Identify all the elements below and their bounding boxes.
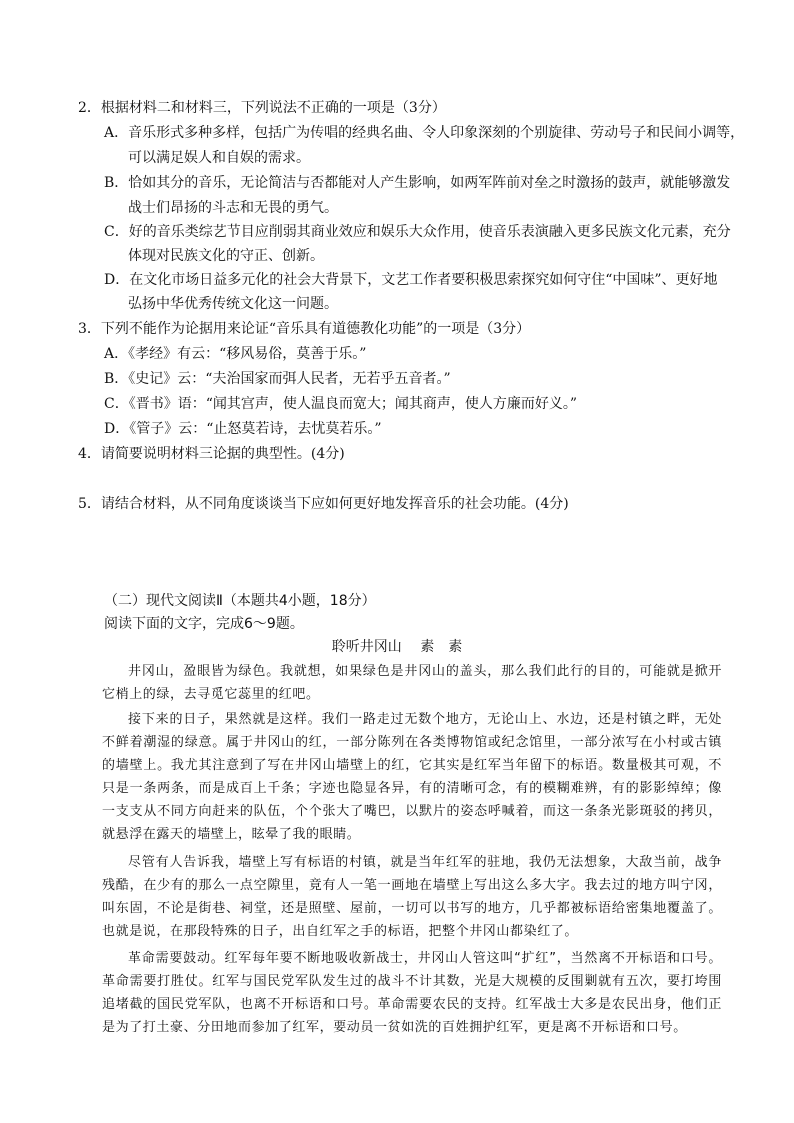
- question-3-option-d: D．《管子》云：“止怒莫若诗，去忧莫若乐。”: [104, 421, 382, 437]
- question-3-option-c: C．《晋书》语：“闻其宫声，使人温良而宽大；闻其商声，使人方廉而好义。”: [104, 396, 578, 412]
- article-title: 聆听井冈山 素 素: [331, 639, 463, 655]
- question-2-option-b-cont: 战士们昂扬的斗志和无畏的勇气。: [128, 200, 338, 216]
- question-2-option-a: A．音乐形式多种多样，包括广为传唱的经典名曲、令人印象深刻的个别旋律、劳动号子和民间小调等，: [104, 125, 745, 141]
- question-3-option-a: A．《孝经》有云：“移风易俗，莫善于乐。”: [104, 346, 367, 362]
- question-2-option-d: D．在文化市场日益多元化的社会大背景下，文艺工作者要积极思索探究如何守住“中国味”、更好地: [104, 272, 718, 288]
- question-2-option-a-cont: 可以满足娱人和自娱的需求。: [128, 150, 310, 166]
- question-2-stem: 2．根据材料二和材料三，下列说法不正确的一项是（3分）: [78, 100, 446, 116]
- question-2-option-c: C．好的音乐类综艺节目应削弱其商业效应和娱乐大众作用，使音乐表演融入更多民族文化元素，充分: [104, 224, 731, 240]
- article-paragraph-1: 井冈山，盈眼皆为绿色。我就想，如果绿色是井冈山的盖头，那么我们此行的目的，可能就是掀开它梢上的绿，去寻觅它蕊里的红吧。: [102, 664, 722, 702]
- question-2-option-b: B．恰如其分的音乐，无论简洁与否都能对人产生影响，如两军阵前对垒之时激扬的鼓声，就能够激发: [104, 175, 731, 191]
- question-5: 5．请结合材料，从不同角度谈谈当下应如何更好地发挥音乐的社会功能。(4分): [78, 496, 569, 512]
- section-heading: （二）现代文阅读Ⅱ（本题共4小题，18分）: [104, 593, 376, 609]
- question-4: 4．请简要说明材料三论据的典型性。(4分): [78, 446, 345, 462]
- question-2-option-c-cont: 体现对民族文化的守正、创新。: [128, 248, 324, 264]
- article-paragraph-4: 革命需要鼓动。红军每年要不断地吸收新战士，井冈山人管这叫“扩红”，当然离不开标语和口号。革命需要打胜仗。红军与国民党军队发生过的战斗不计其数，光是大规模的反围剿就有五次，要打垮围追堵截的国民党军队，也离不开标语和口号。革命需要农民的支持。红军战士大多是农民出身，他们正是为了打土豪、分田地而参加了红军，要动员一贫如洗的百姓拥护红军，更是离不开标语和口号。: [102, 951, 722, 1035]
- question-2-option-d-cont: 弘扬中华优秀传统文化这一问题。: [128, 296, 338, 312]
- question-3-stem: 3．下列不能作为论据用来论证“音乐具有道德教化功能”的一项是（3分）: [78, 321, 531, 337]
- article-paragraph-3: 尽管有人告诉我，墙壁上写有标语的村镇，就是当年红军的驻地，我仍无法想象，大敌当前，战争残酷，在少有的那么一点空隙里，竟有人一笔一画地在墙壁上写出这么多大字。我去过的地方叫宁冈，叫东固，不论是街巷、祠堂，还是照壁、屋前，一切可以书写的地方，几乎都被标语给密集地覆盖了。也就是说，在那段特殊的日子，出自红军之手的标语，把整个井冈山都染红了。: [102, 855, 722, 939]
- article-paragraph-2: 接下来的日子，果然就是这样。我们一路走过无数个地方，无论山上、水边，还是村镇之畔，无处不鲜着潮湿的绿意。属于井冈山的红，一部分陈列在各类博物馆或纪念馆里，一部分浓写在小村或古镇的墙壁上。我尤其注意到了写在井冈山墙壁上的红，它其实是红军当年留下的标语。数量极其可观，不只是一条两条，而是成百上千条；字迹也隐显各异，有的清晰可念，有的模糊难辨，有的影影绰绰；像一支支从不同方向赶来的队伍，个个张大了嘴巴，以默片的姿态呼喊着，而这一条条光影斑驳的拷贝，就悬浮在露天的墙壁上，眩晕了我的眼睛。: [102, 712, 722, 842]
- section-instruction: 阅读下面的文字，完成6～9题。: [104, 616, 304, 632]
- question-3-option-b: B．《史记》云：“夫治国家而弭人民者，无若乎五音者。”: [104, 371, 451, 387]
